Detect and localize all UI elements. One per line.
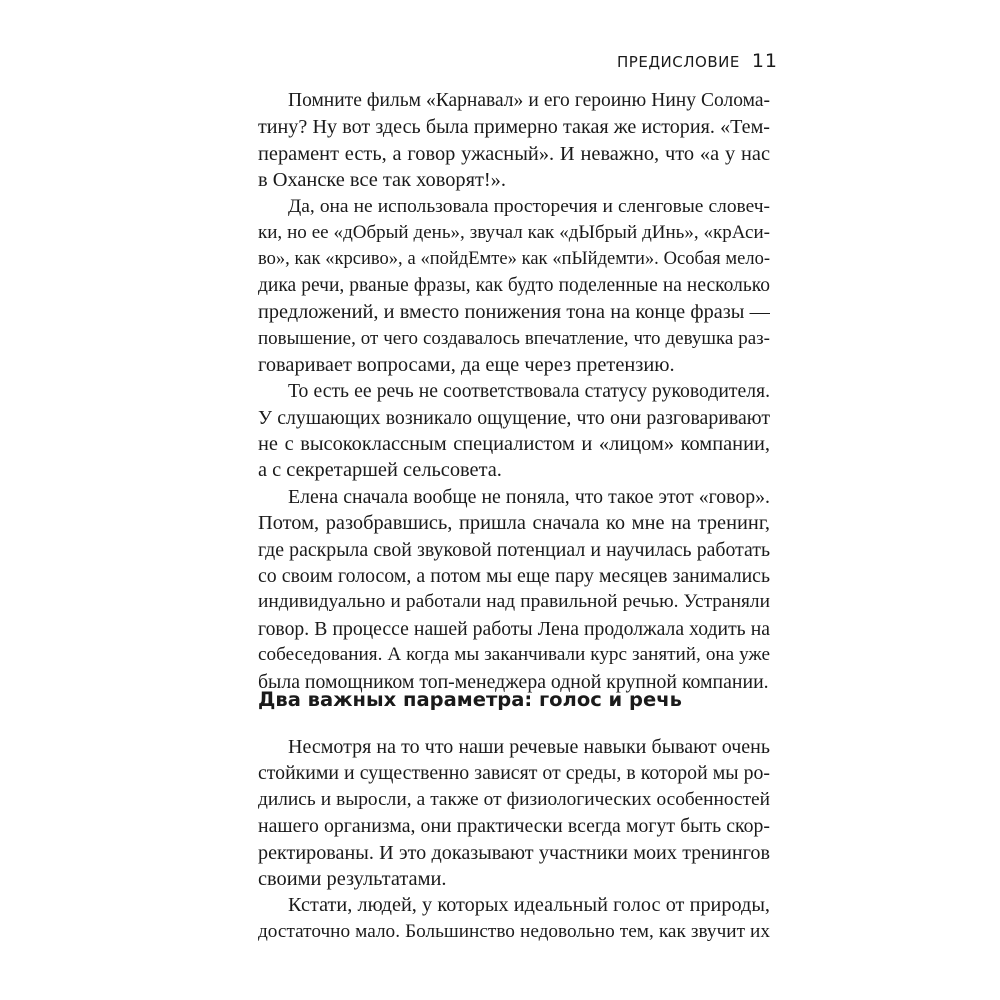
text-line: индивидуально и работали над правильной речью. Устраняли (258, 591, 770, 613)
paragraph (258, 734, 770, 892)
text-line: Елена сначала вообще не поняла, что такое этот «говор». (288, 485, 770, 508)
text-line: со своим голосом, а потом мы еще пару месяцев занимались (258, 565, 770, 588)
section-heading: Два важных параметра: голос и речь (258, 688, 682, 711)
text-line: стойкими и существенно зависят от среды, в которой мы ро- (258, 762, 770, 785)
paragraph (258, 484, 770, 695)
text-line: У слушающих возникало ощущение, что они разговаривают (258, 406, 770, 429)
text-line: ректированы. И это доказывают участники моих тренингов (258, 841, 770, 864)
paragraph (258, 88, 770, 194)
text-line: в Оханске все так ховорят!». (258, 169, 506, 192)
text-line: нашего организма, они практически всегда могут быть скор- (258, 815, 770, 838)
main-text (258, 88, 770, 695)
text-line: То есть ее речь не соответствовала статусу руководителя. (288, 380, 770, 403)
text-line: а с секретаршей сельсовета. (258, 459, 502, 482)
text-line: дика речи, рваные фразы, как будто поделенные на несколько (258, 274, 770, 296)
text-line: собеседования. А когда мы заканчивали курс занятий, она уже (258, 644, 770, 666)
text-line: говаривает вопросами, да еще через претензию. (258, 353, 675, 376)
paragraph (258, 892, 770, 945)
text-line: Да, она не использовала просторечия и сленговые словеч- (288, 195, 770, 217)
text-line: была помощником топ-менеджера одной крупной компании. (258, 670, 769, 693)
text-line: ки, но ее «дОбрый день», звучал как «дЫбрый дИнь», «крАси- (258, 221, 770, 243)
running-head-section: ПРЕДИСЛОВИЕ (617, 53, 740, 71)
text-line: Помните фильм «Карнавал» и его героиню Нину Солома- (288, 90, 770, 111)
main-text-continued (258, 734, 770, 945)
text-line: где раскрыла свой звуковой потенциал и научилась работать (258, 538, 770, 561)
text-line: говор. В процессе нашей работы Лена продолжала ходить на (258, 617, 770, 640)
paragraph (258, 194, 770, 379)
text-line: достаточно мало. Большинство недовольно тем, как звучит их (258, 920, 770, 942)
text-line: перамент есть, а говор ужасный». И неважно, что «а у нас (258, 142, 770, 165)
text-line: Несмотря на то что наши речевые навыки бывают очень (288, 736, 770, 758)
text-line: во», как «крсиво», а «пойдЕмте» как «пЫйдемти». Особая мело- (258, 248, 770, 270)
text-line: дились и выросли, а также от физиологических особенностей (258, 788, 770, 810)
paragraph (258, 378, 770, 484)
text-line: не с высококлассным специалистом и «лицом» компании, (258, 433, 770, 456)
text-line: Кстати, людей, у которых идеальный голос от природы, (288, 894, 770, 917)
running-head (617, 50, 778, 72)
text-line: тину? Ну вот здесь была примерно такая же история. «Тем- (258, 116, 770, 139)
text-line: повышение, от чего создавалось впечатление, что девушка раз- (258, 327, 770, 349)
text-line: предложений, и вместо понижения тона на конце фразы — (258, 301, 770, 324)
page-number: 11 (751, 50, 778, 72)
text-line: своими результатами. (258, 867, 447, 890)
text-line: Потом, разобравшись, пришла сначала ко мне на тренинг, (258, 512, 770, 535)
